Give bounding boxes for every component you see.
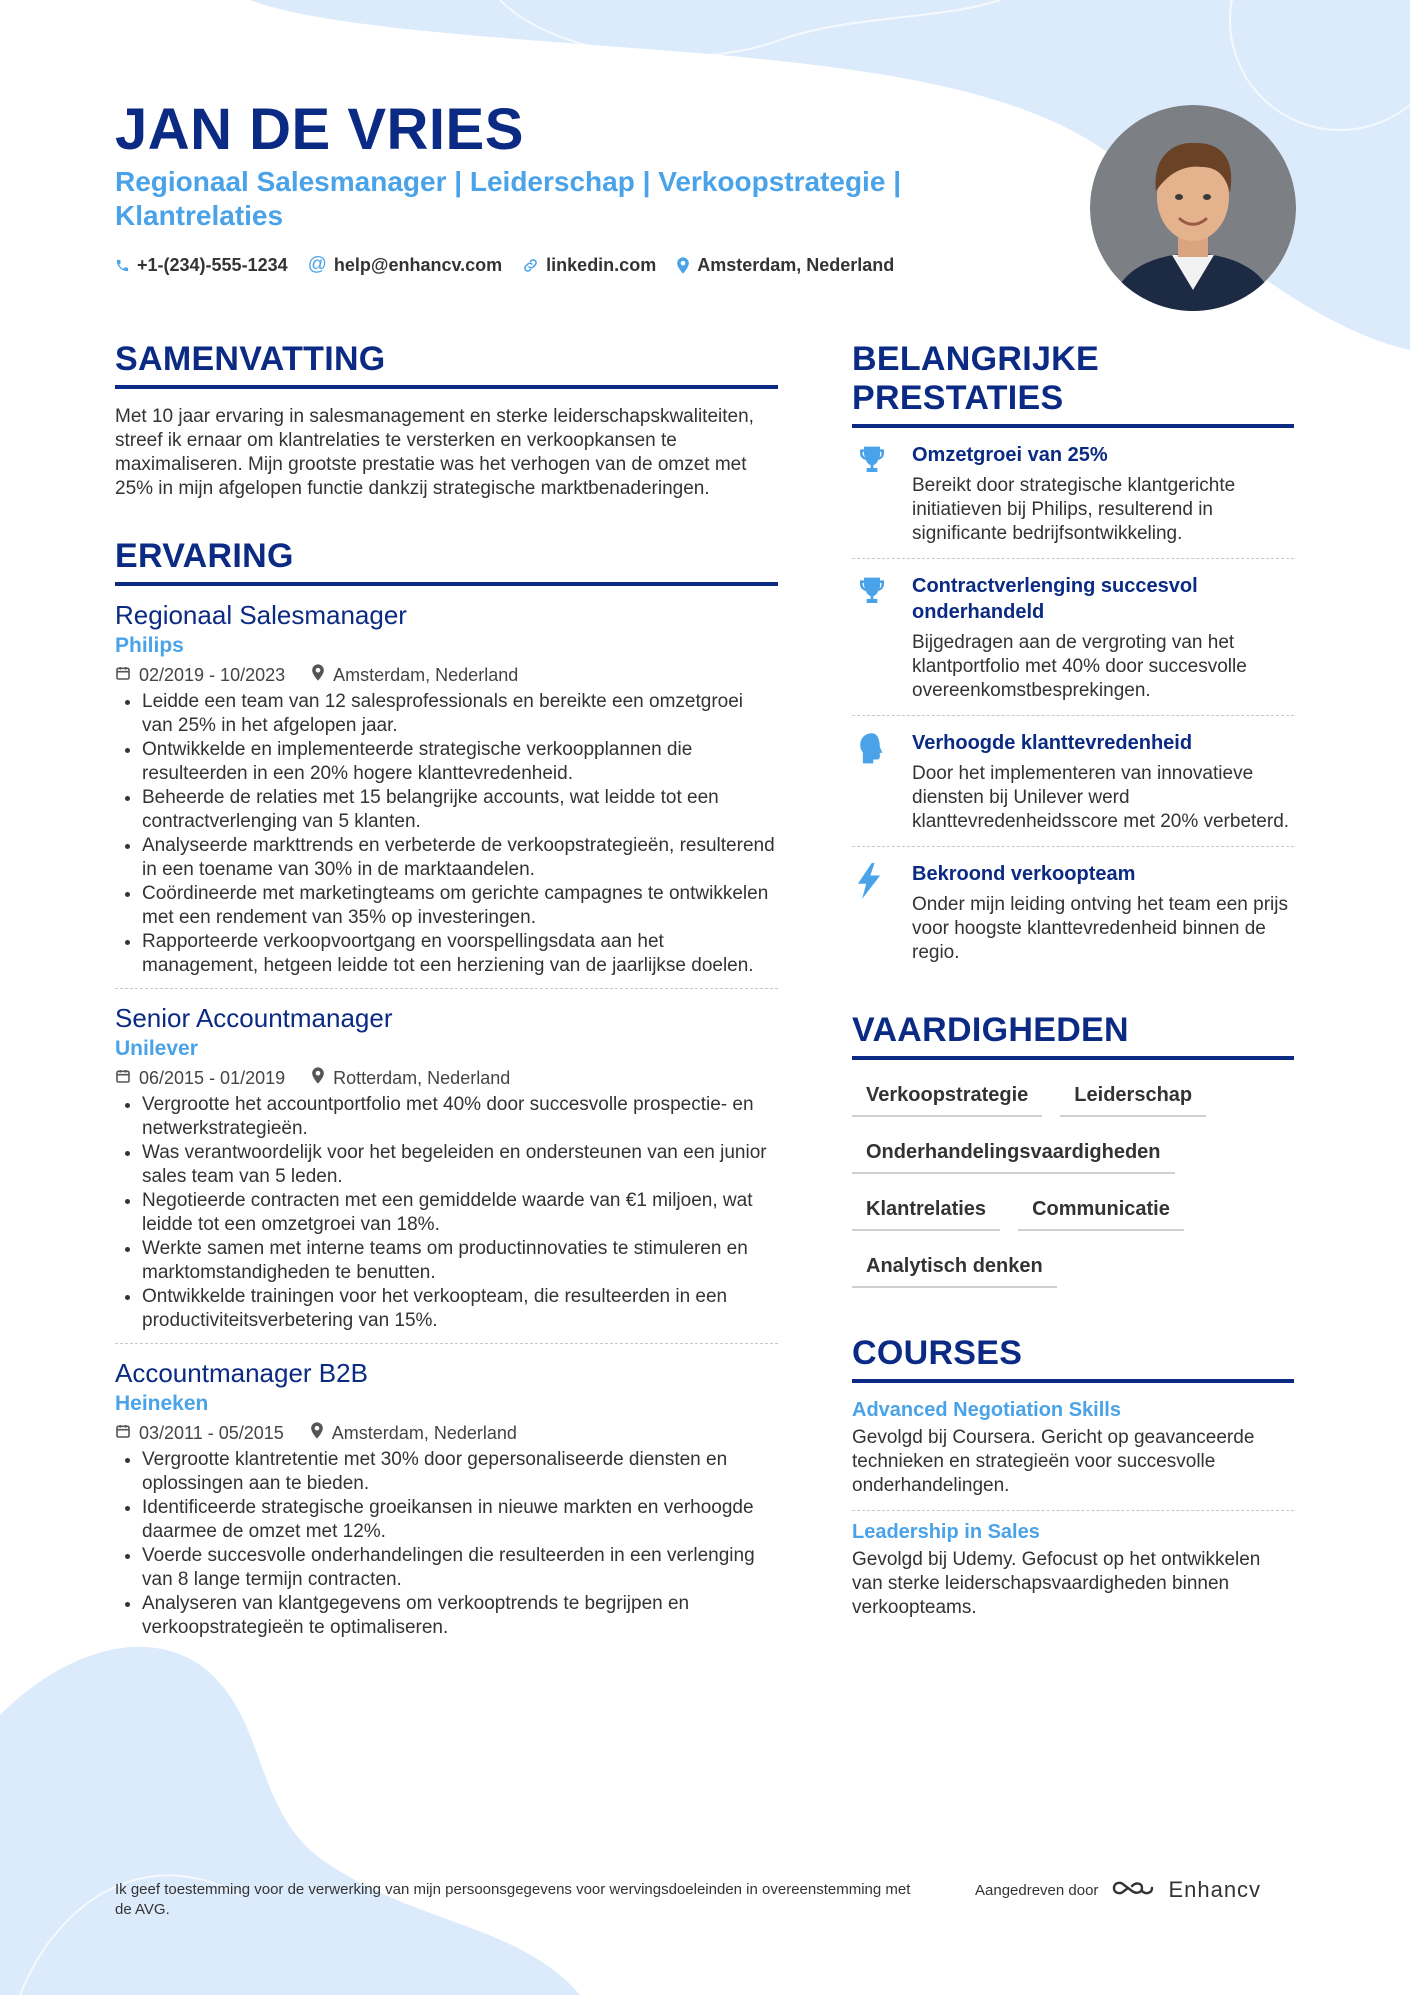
achievement-item (852, 846, 1294, 977)
skill-tag: Klantrelaties (852, 1192, 1000, 1231)
calendar-icon (115, 1068, 131, 1089)
skill-tag: Verkoopstrategie (852, 1078, 1042, 1117)
job-bullets (115, 690, 778, 978)
company-name: Philips (115, 634, 184, 657)
enhancv-logo-icon (1110, 1876, 1156, 1904)
achievement-title: Bekroond verkoopteam (912, 863, 1136, 885)
courses-heading: COURSES (852, 1334, 1294, 1383)
bullet-item: • Was verantwoordelijk voor het begeleiden en ondersteunen van een junior sales team van 5 leden. (142, 1141, 778, 1189)
trophy-icon (856, 442, 892, 546)
achievement-text: Bijgedragen aan de vergroting van het klantportfolio met 40% door succesvolle overeenkomstbesprekingen. (912, 632, 1247, 701)
lightning-icon (856, 861, 892, 965)
candidate-headline: Regionaal Salesmanager | Leiderschap | Verkoopstrategie | Klantrelaties (115, 166, 902, 231)
phone-icon (115, 258, 130, 273)
job-dates (115, 1423, 284, 1444)
experience-heading: ERVARING (115, 537, 778, 586)
course-text: Gevolgd bij Udemy. Gefocust op het ontwikkelen van sterke leiderschapsvaardigheden binnen verkoopteams. (852, 1549, 1261, 1618)
job-location (311, 664, 518, 686)
linkedin-text: linkedin.com (546, 254, 657, 275)
bullet-item: • Werkte samen met interne teams om productinnovaties te stimuleren en marktomstandigheden te benutten. (142, 1237, 778, 1285)
job-entry (115, 598, 778, 988)
right-column (852, 340, 1294, 1632)
bullet-item: • Leidde een team van 12 salesprofessionals en bereikte een omzetgroei van 25% in het afgelopen jaar. (142, 690, 778, 738)
job-location-text: Rotterdam, Nederland (333, 1067, 511, 1088)
job-bullets (115, 1093, 778, 1333)
job-title: Senior Accountmanager (115, 1003, 393, 1033)
job-dates-text: 06/2015 - 01/2019 (139, 1067, 286, 1088)
trophy-icon (856, 573, 892, 703)
powered-by[interactable] (975, 1876, 1261, 1904)
bullet-item: • Ontwikkelde trainingen voor het verkoopteam, die resulteerden in een productiviteitsverbetering van 15%. (142, 1285, 778, 1333)
location-text: Amsterdam, Nederland (697, 254, 895, 275)
location-pin-icon (676, 257, 690, 274)
bullet-item: • Voerde succesvolle onderhandelingen die resulteerden in een verlenging van 8 lange termijn contracten. (142, 1544, 778, 1592)
job-location-text: Amsterdam, Nederland (333, 664, 519, 685)
course-item (852, 1389, 1294, 1510)
job-dates-text: 02/2019 - 10/2023 (139, 664, 286, 685)
course-title: Leadership in Sales (852, 1521, 1040, 1543)
job-dates-text: 03/2011 - 05/2015 (139, 1422, 284, 1443)
course-text: Gevolgd bij Coursera. Gericht op geavanceerde technieken en strategieën voor succesvolle onderhandelingen. (852, 1427, 1255, 1496)
bullet-item: • Coördineerde met marketingteams om gerichte campagnes te ontwikkelen met een rendement van 35% op investeringen. (142, 882, 778, 930)
contact-phone[interactable] (115, 254, 288, 276)
achievement-text: Onder mijn leiding ontving het team een prijs voor hoogste klanttevredenheid binnen de regio. (912, 894, 1288, 963)
company-name: Unilever (115, 1037, 198, 1060)
job-location (311, 1067, 510, 1089)
bullet-item: • Negotieerde contracten met een gemiddelde waarde van €1 miljoen, wat leidde tot een omzetgroei van 18%. (142, 1189, 778, 1237)
skills-heading: VAARDIGHEDEN (852, 1011, 1294, 1060)
achievement-title: Contractverlenging succesvol onderhandeld (912, 575, 1198, 623)
head-icon (856, 730, 892, 834)
skill-tag: Analytisch denken (852, 1249, 1057, 1288)
skill-tag: Onderhandelingsvaardigheden (852, 1135, 1175, 1174)
skill-tag: Communicatie (1018, 1192, 1184, 1231)
bullet-item: • Analyseren van klantgegevens om verkooptrends te begrijpen en verkoopstrategieën te optimaliseren. (142, 1592, 778, 1640)
skill-tag: Leiderschap (1060, 1078, 1206, 1117)
location-pin-icon (310, 1422, 324, 1444)
achievements-section (852, 340, 1294, 977)
bullet-item: • Identificeerde strategische groeikansen in nieuwe markten en verhoogde daarmee de omzet met 12%. (142, 1496, 778, 1544)
summary-section (115, 340, 778, 501)
bullet-item: • Rapporteerde verkoopvoortgang en voorspellingsdata aan het management, hetgeen leidde tot een herziening van de jaarlijkse doelen. (142, 930, 778, 978)
achievement-text: Door het implementeren van innovatieve diensten bij Unilever werd klanttevredenheidsscore met 20% verbeterd. (912, 763, 1290, 832)
job-location-text: Amsterdam, Nederland (331, 1422, 517, 1443)
calendar-icon (115, 665, 131, 686)
skills-section (852, 1011, 1294, 1288)
contact-location (676, 254, 894, 276)
contact-linkedin[interactable] (522, 254, 656, 276)
achievement-title: Omzetgroei van 25% (912, 444, 1108, 466)
job-entry (115, 1343, 778, 1650)
job-meta (115, 1067, 778, 1089)
link-icon (522, 257, 539, 274)
job-entry (115, 988, 778, 1343)
brand-name: Enhancv (1168, 1877, 1262, 1902)
location-pin-icon (311, 1067, 325, 1089)
achievements-heading: BELANGRIJKE PRESTATIES (852, 340, 1294, 428)
job-bullets (115, 1448, 778, 1640)
company-name: Heineken (115, 1392, 209, 1415)
achievement-item (852, 715, 1294, 846)
course-item (852, 1510, 1294, 1632)
email-text: help@enhancv.com (333, 254, 503, 275)
achievement-item (852, 558, 1294, 715)
job-title: Regionaal Salesmanager (115, 600, 407, 630)
job-title: Accountmanager B2B (115, 1358, 368, 1388)
job-dates (115, 1068, 285, 1089)
courses-section (852, 1334, 1294, 1632)
bullet-item: • Ontwikkelde en implementeerde strategische verkoopplannen die resulteerden in een 20% hogere klanttevredenheid. (142, 738, 778, 786)
profile-photo (1090, 105, 1296, 311)
phone-text: +1-(234)-555-1234 (137, 254, 288, 275)
skills-list (852, 1078, 1294, 1288)
bullet-item: • Vergrootte klantretentie met 30% door gepersonaliseerde diensten en oplossingen aan te bieden. (142, 1448, 778, 1496)
candidate-name: JAN DE VRIES (115, 97, 524, 162)
bullet-item: • Vergrootte het accountportfolio met 40% door succesvolle prospectie- en netwerkstrategieën. (142, 1093, 778, 1141)
achievement-item (852, 428, 1294, 558)
summary-text: Met 10 jaar ervaring in salesmanagement en sterke leiderschapskwaliteiten, streef ik ernaar om klantrelaties te versterken en verkoopkansen te maximaliseren. Mijn grootste prestatie was het verhogen van de omzet met 25% in mijn afgelopen functie dankzij strategische marktbenaderingen. (115, 406, 754, 499)
powered-by-label: Aangedreven door (975, 1881, 1099, 1899)
bullet-item: • Beheerde de relaties met 15 belangrijke accounts, wat leidde tot een contractverlenging van 5 klanten. (142, 786, 778, 834)
achievement-text: Bereikt door strategische klantgerichte initiatieven bij Philips, resulterend in significante bedrijfsontwikkeling. (912, 475, 1236, 544)
achievement-title: Verhoogde klanttevredenheid (912, 732, 1193, 754)
consent-note: Ik geef toestemming voor de verwerking van mijn persoonsgegevens voor wervingsdoeleinden in overeenstemming met de AVG. (115, 1881, 911, 1918)
course-title: Advanced Negotiation Skills (852, 1399, 1121, 1421)
contact-bar (115, 254, 894, 276)
job-dates (115, 665, 285, 686)
calendar-icon (115, 1423, 131, 1444)
summary-heading: SAMENVATTING (115, 340, 778, 389)
at-icon: @ (307, 254, 327, 275)
contact-email[interactable] (308, 254, 503, 276)
left-column (115, 340, 778, 1650)
experience-section (115, 537, 778, 1650)
job-location (310, 1422, 517, 1444)
bullet-item: • Analyseerde markttrends en verbeterde de verkoopstrategieën, resulterend in een toename van 30% in de marktaandelen. (142, 834, 778, 882)
job-meta (115, 1422, 778, 1444)
location-pin-icon (311, 664, 325, 686)
job-meta (115, 664, 778, 686)
